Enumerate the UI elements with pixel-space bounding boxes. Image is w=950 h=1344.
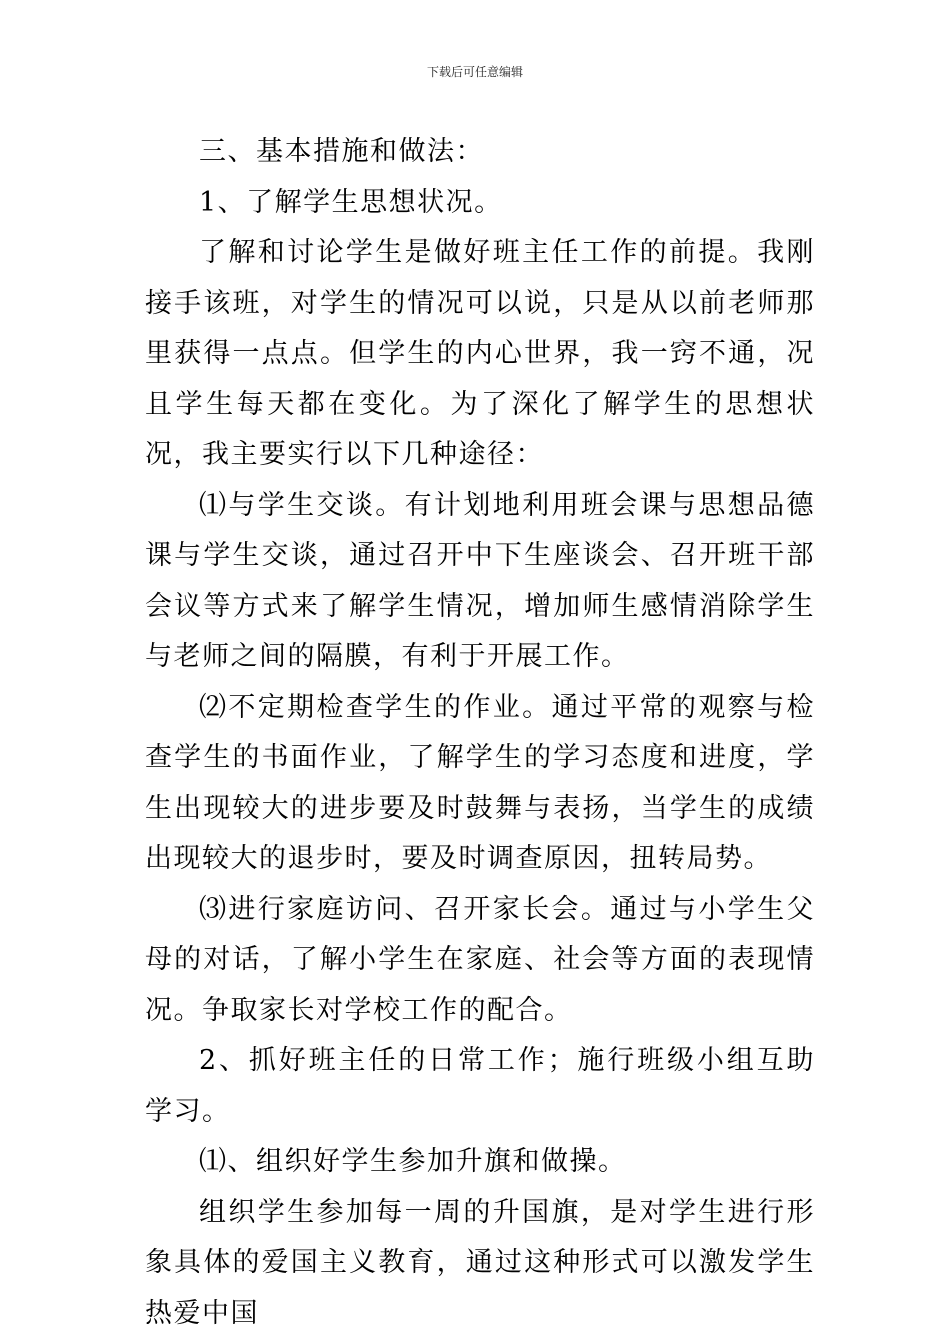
paragraph-item-2-homework: ⑵不定期检查学生的作业。通过平常的观察与检查学生的书面作业，了解学生的学习态度和进度，学生出现较大的进步要及时鼓舞与表扬，当学生的成绩出现较大的退步时，要及时调查原因，扭转局势。 — [145, 691, 815, 874]
subsection-heading-1: 1、了解学生思想状况。 — [199, 186, 503, 218]
paragraph-item-flag-exercise: ⑴、组织好学生参加升旗和做操。 — [199, 1146, 627, 1177]
section-heading: 三、基本措施和做法： — [199, 136, 484, 167]
paragraph-item-1-talk: ⑴与学生交谈。有计划地利用班会课与思想品德课与学生交谈，通过召开中下生座谈会、召开班干部会议等方式来了解学生情况，增加师生感情消除学生与老师之间的隔膜，有利于开展工作。 — [145, 489, 815, 672]
paragraph-item-3-home-visit: ⑶进行家庭访问、召开家长会。通过与小学生父母的对话，了解小学生在家庭、社会等方面的表现情况。争取家长对学校工作的配合。 — [145, 893, 815, 1026]
paragraph-understanding-students: 了解和讨论学生是做好班主任工作的前提。我刚接手该班，对学生的情况可以说，只是从以前老师那里获得一点点。但学生的内心世界，我一窍不通，况且学生每天都在变化。为了深化了解学生的思想状况，我主要实行以下几种途径： — [145, 237, 815, 470]
subsection-heading-2: 2、抓好班主任的日常工作；施行班级小组互助学习。 — [145, 1045, 815, 1127]
header-note: 下载后可任意编辑 — [426, 65, 523, 79]
paragraph-flag-ceremony: 组织学生参加每一周的升国旗，是对学生进行形象具体的爱国主义教育，通过这种形式可以激发学生热爱中国 — [145, 1196, 815, 1329]
document-body — [145, 127, 815, 1339]
